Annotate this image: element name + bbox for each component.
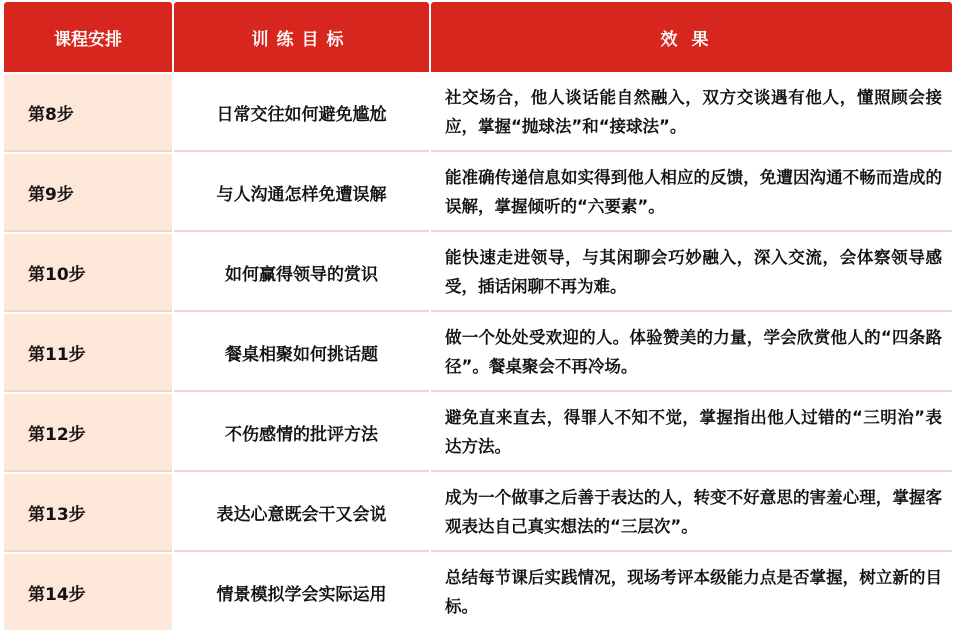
header-row <box>4 2 952 72</box>
header-effect: 效果 <box>431 2 952 72</box>
effect-cell: 成为一个做事之后善于表达的人，转变不好意思的害羞心理，掌握客观表达自己真实想法的“三层次”。 <box>431 474 952 552</box>
goal-cell: 情景模拟学会实际运用 <box>174 554 429 630</box>
goal-cell: 餐桌相聚如何挑话题 <box>174 314 429 392</box>
table-row <box>4 394 952 472</box>
step-cell: 第10步 <box>4 234 172 312</box>
table-row <box>4 554 952 630</box>
table-row <box>4 474 952 552</box>
goal-cell: 日常交往如何避免尴尬 <box>174 74 429 152</box>
effect-cell: 社交场合，他人谈话能自然融入，双方交谈遇有他人，懂照顾会接应，掌握“抛球法”和“接球法”。 <box>431 74 952 152</box>
step-cell: 第14步 <box>4 554 172 630</box>
effect-cell: 避免直来直去，得罪人不知不觉，掌握指出他人过错的“三明治”表达方法。 <box>431 394 952 472</box>
step-cell: 第12步 <box>4 394 172 472</box>
step-cell: 第13步 <box>4 474 172 552</box>
step-cell: 第8步 <box>4 74 172 152</box>
goal-cell: 与人沟通怎样免遭误解 <box>174 154 429 232</box>
goal-cell: 如何赢得领导的赏识 <box>174 234 429 312</box>
table-row <box>4 154 952 232</box>
effect-cell: 做一个处处受欢迎的人。体验赞美的力量，学会欣赏他人的“四条路径”。餐桌聚会不再冷场。 <box>431 314 952 392</box>
course-schedule-table <box>2 0 954 632</box>
table-row <box>4 234 952 312</box>
effect-cell: 能准确传递信息如实得到他人相应的反馈，免遭因沟通不畅而造成的误解，掌握倾听的“六要素”。 <box>431 154 952 232</box>
header-schedule: 课程安排 <box>4 2 172 72</box>
goal-cell: 不伤感情的批评方法 <box>174 394 429 472</box>
table-row <box>4 74 952 152</box>
table-body <box>4 74 952 630</box>
effect-cell: 能快速走进领导，与其闲聊会巧妙融入，深入交流，会体察领导感受，插话闲聊不再为难。 <box>431 234 952 312</box>
table-header <box>4 2 952 72</box>
step-cell: 第9步 <box>4 154 172 232</box>
goal-cell: 表达心意既会干又会说 <box>174 474 429 552</box>
step-cell: 第11步 <box>4 314 172 392</box>
effect-cell: 总结每节课后实践情况，现场考评本级能力点是否掌握，树立新的目标。 <box>431 554 952 630</box>
table-row <box>4 314 952 392</box>
header-goal: 训练目标 <box>174 2 429 72</box>
